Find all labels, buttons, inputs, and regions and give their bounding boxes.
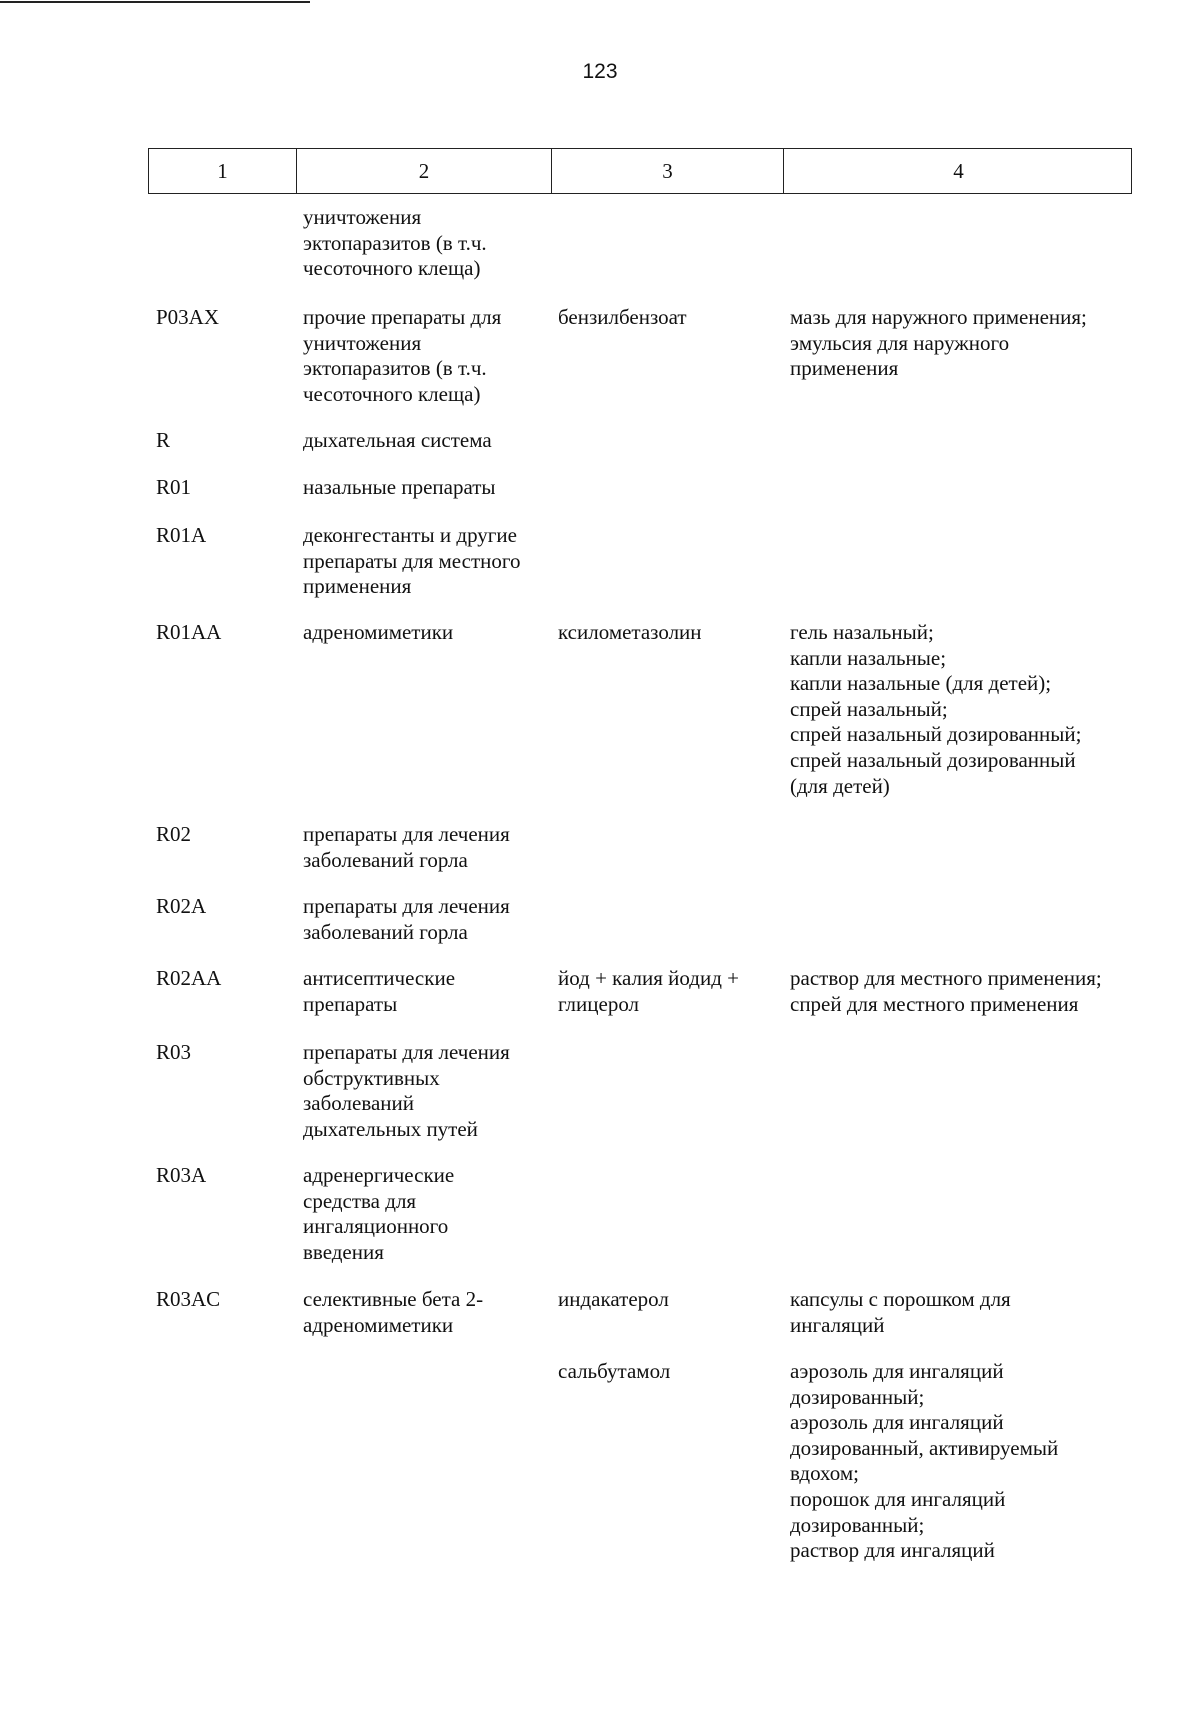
text-line: чесоточного клеща)	[303, 256, 481, 281]
top-edge-rule	[0, 1, 310, 3]
group-name	[303, 966, 548, 1017]
text-line: адреномиметики	[303, 1312, 454, 1337]
atc-code: R02	[156, 822, 192, 846]
text-line: капсулы с порошком для	[790, 1287, 1011, 1311]
atc-code: R01A	[156, 523, 207, 547]
text-line: дозированный;	[790, 1512, 925, 1537]
header-col-4: 4	[783, 149, 1133, 193]
text-line: средства для	[303, 1188, 417, 1213]
text-line: уничтожения	[303, 205, 422, 229]
drug-name	[558, 1287, 780, 1313]
text-line: эктопаразитов (в т.ч.	[303, 230, 487, 255]
atc-code: R02AA	[156, 966, 222, 990]
text-line: спрей назальный дозированный;	[790, 722, 1082, 747]
text-line: заболеваний	[303, 1091, 414, 1116]
group-name	[303, 620, 548, 646]
text-line: адреномиметики	[303, 620, 454, 644]
text-line: порошок для ингаляций	[790, 1486, 1006, 1511]
group-name	[303, 205, 548, 282]
text-line: (для детей)	[790, 773, 890, 798]
drug-name	[558, 966, 780, 1017]
text-line: вдохом;	[790, 1461, 859, 1486]
group-name	[303, 1287, 548, 1338]
text-line: мазь для наружного применения;	[790, 305, 1087, 329]
text-line: препараты для лечения	[303, 1040, 510, 1064]
atc-code: R01	[156, 475, 192, 499]
dosage-forms	[790, 305, 1132, 382]
text-line: введения	[303, 1239, 384, 1264]
text-line: адренергические	[303, 1163, 455, 1187]
atc-code: P03AX	[156, 305, 220, 329]
text-line: бензилбензоат	[558, 305, 687, 329]
drug-name	[558, 620, 780, 646]
header-col-3: 3	[551, 149, 783, 193]
text-line: эмульсия для наружного	[790, 330, 1010, 355]
header-col-2: 2	[296, 149, 551, 193]
dosage-forms	[790, 966, 1132, 1017]
group-name	[303, 305, 548, 407]
text-line: спрей назальный;	[790, 696, 948, 721]
text-line: прочие препараты для	[303, 305, 502, 329]
drug-name	[558, 305, 780, 331]
atc-code: R02A	[156, 894, 207, 918]
atc-code: R03A	[156, 1163, 207, 1187]
group-name	[303, 523, 548, 600]
text-line: препараты для местного	[303, 548, 521, 573]
text-line: спрей назальный дозированный	[790, 747, 1076, 772]
text-line: препараты для лечения	[303, 894, 510, 918]
dosage-forms	[790, 1287, 1132, 1338]
group-name	[303, 822, 548, 873]
group-name	[303, 1040, 548, 1142]
text-line: антисептические	[303, 966, 456, 990]
header-col-1: 1	[217, 158, 228, 183]
text-line: заболеваний горла	[303, 847, 468, 872]
text-line: назальные препараты	[303, 475, 496, 499]
text-line: препараты	[303, 991, 398, 1016]
atc-code: R01AA	[156, 620, 222, 644]
text-line: ксилометазолин	[558, 620, 702, 644]
dosage-forms	[790, 620, 1132, 799]
atc-code: R	[156, 428, 171, 452]
drug-name	[558, 1359, 780, 1385]
text-line: дыхательных путей	[303, 1116, 478, 1141]
group-name	[303, 428, 548, 454]
text-line: капли назальные;	[790, 645, 947, 670]
text-line: заболеваний горла	[303, 919, 468, 944]
text-line: дыхательная система	[303, 428, 492, 452]
text-line: дозированный, активируемый	[790, 1435, 1059, 1460]
text-line: применения	[303, 574, 412, 599]
text-line: аэрозоль для ингаляций	[790, 1359, 1004, 1383]
text-line: спрей для местного применения	[790, 991, 1079, 1016]
group-name	[303, 894, 548, 945]
text-line: обструктивных	[303, 1065, 440, 1090]
text-line: сальбутамол	[558, 1359, 671, 1383]
text-line: чесоточного клеща)	[303, 381, 481, 406]
atc-code: R03AC	[156, 1287, 221, 1311]
text-line: деконгестанты и другие	[303, 523, 517, 547]
text-line: препараты для лечения	[303, 822, 510, 846]
text-line: ингаляционного	[303, 1214, 449, 1239]
text-line: аэрозоль для ингаляций	[790, 1410, 1004, 1435]
text-line: селективные бета 2-	[303, 1287, 484, 1311]
text-line: раствор для местного применения;	[790, 966, 1102, 990]
text-line: индакатерол	[558, 1287, 669, 1311]
group-name	[303, 1163, 548, 1265]
text-line: эктопаразитов (в т.ч.	[303, 356, 487, 381]
dosage-forms	[790, 1359, 1132, 1564]
text-line: гель назальный;	[790, 620, 934, 644]
text-line: уничтожения	[303, 330, 422, 355]
text-line: ингаляций	[790, 1312, 885, 1337]
text-line: глицерол	[558, 991, 640, 1016]
table-header	[148, 148, 1132, 194]
text-line: раствор для ингаляций	[790, 1538, 995, 1563]
text-line: йод + калия йодид +	[558, 966, 740, 990]
group-name	[303, 475, 548, 501]
text-line: дозированный;	[790, 1384, 925, 1409]
text-line: применения	[790, 356, 899, 381]
atc-code: R03	[156, 1040, 192, 1064]
page-number: 123	[582, 60, 618, 83]
text-line: капли назальные (для детей);	[790, 671, 1052, 696]
